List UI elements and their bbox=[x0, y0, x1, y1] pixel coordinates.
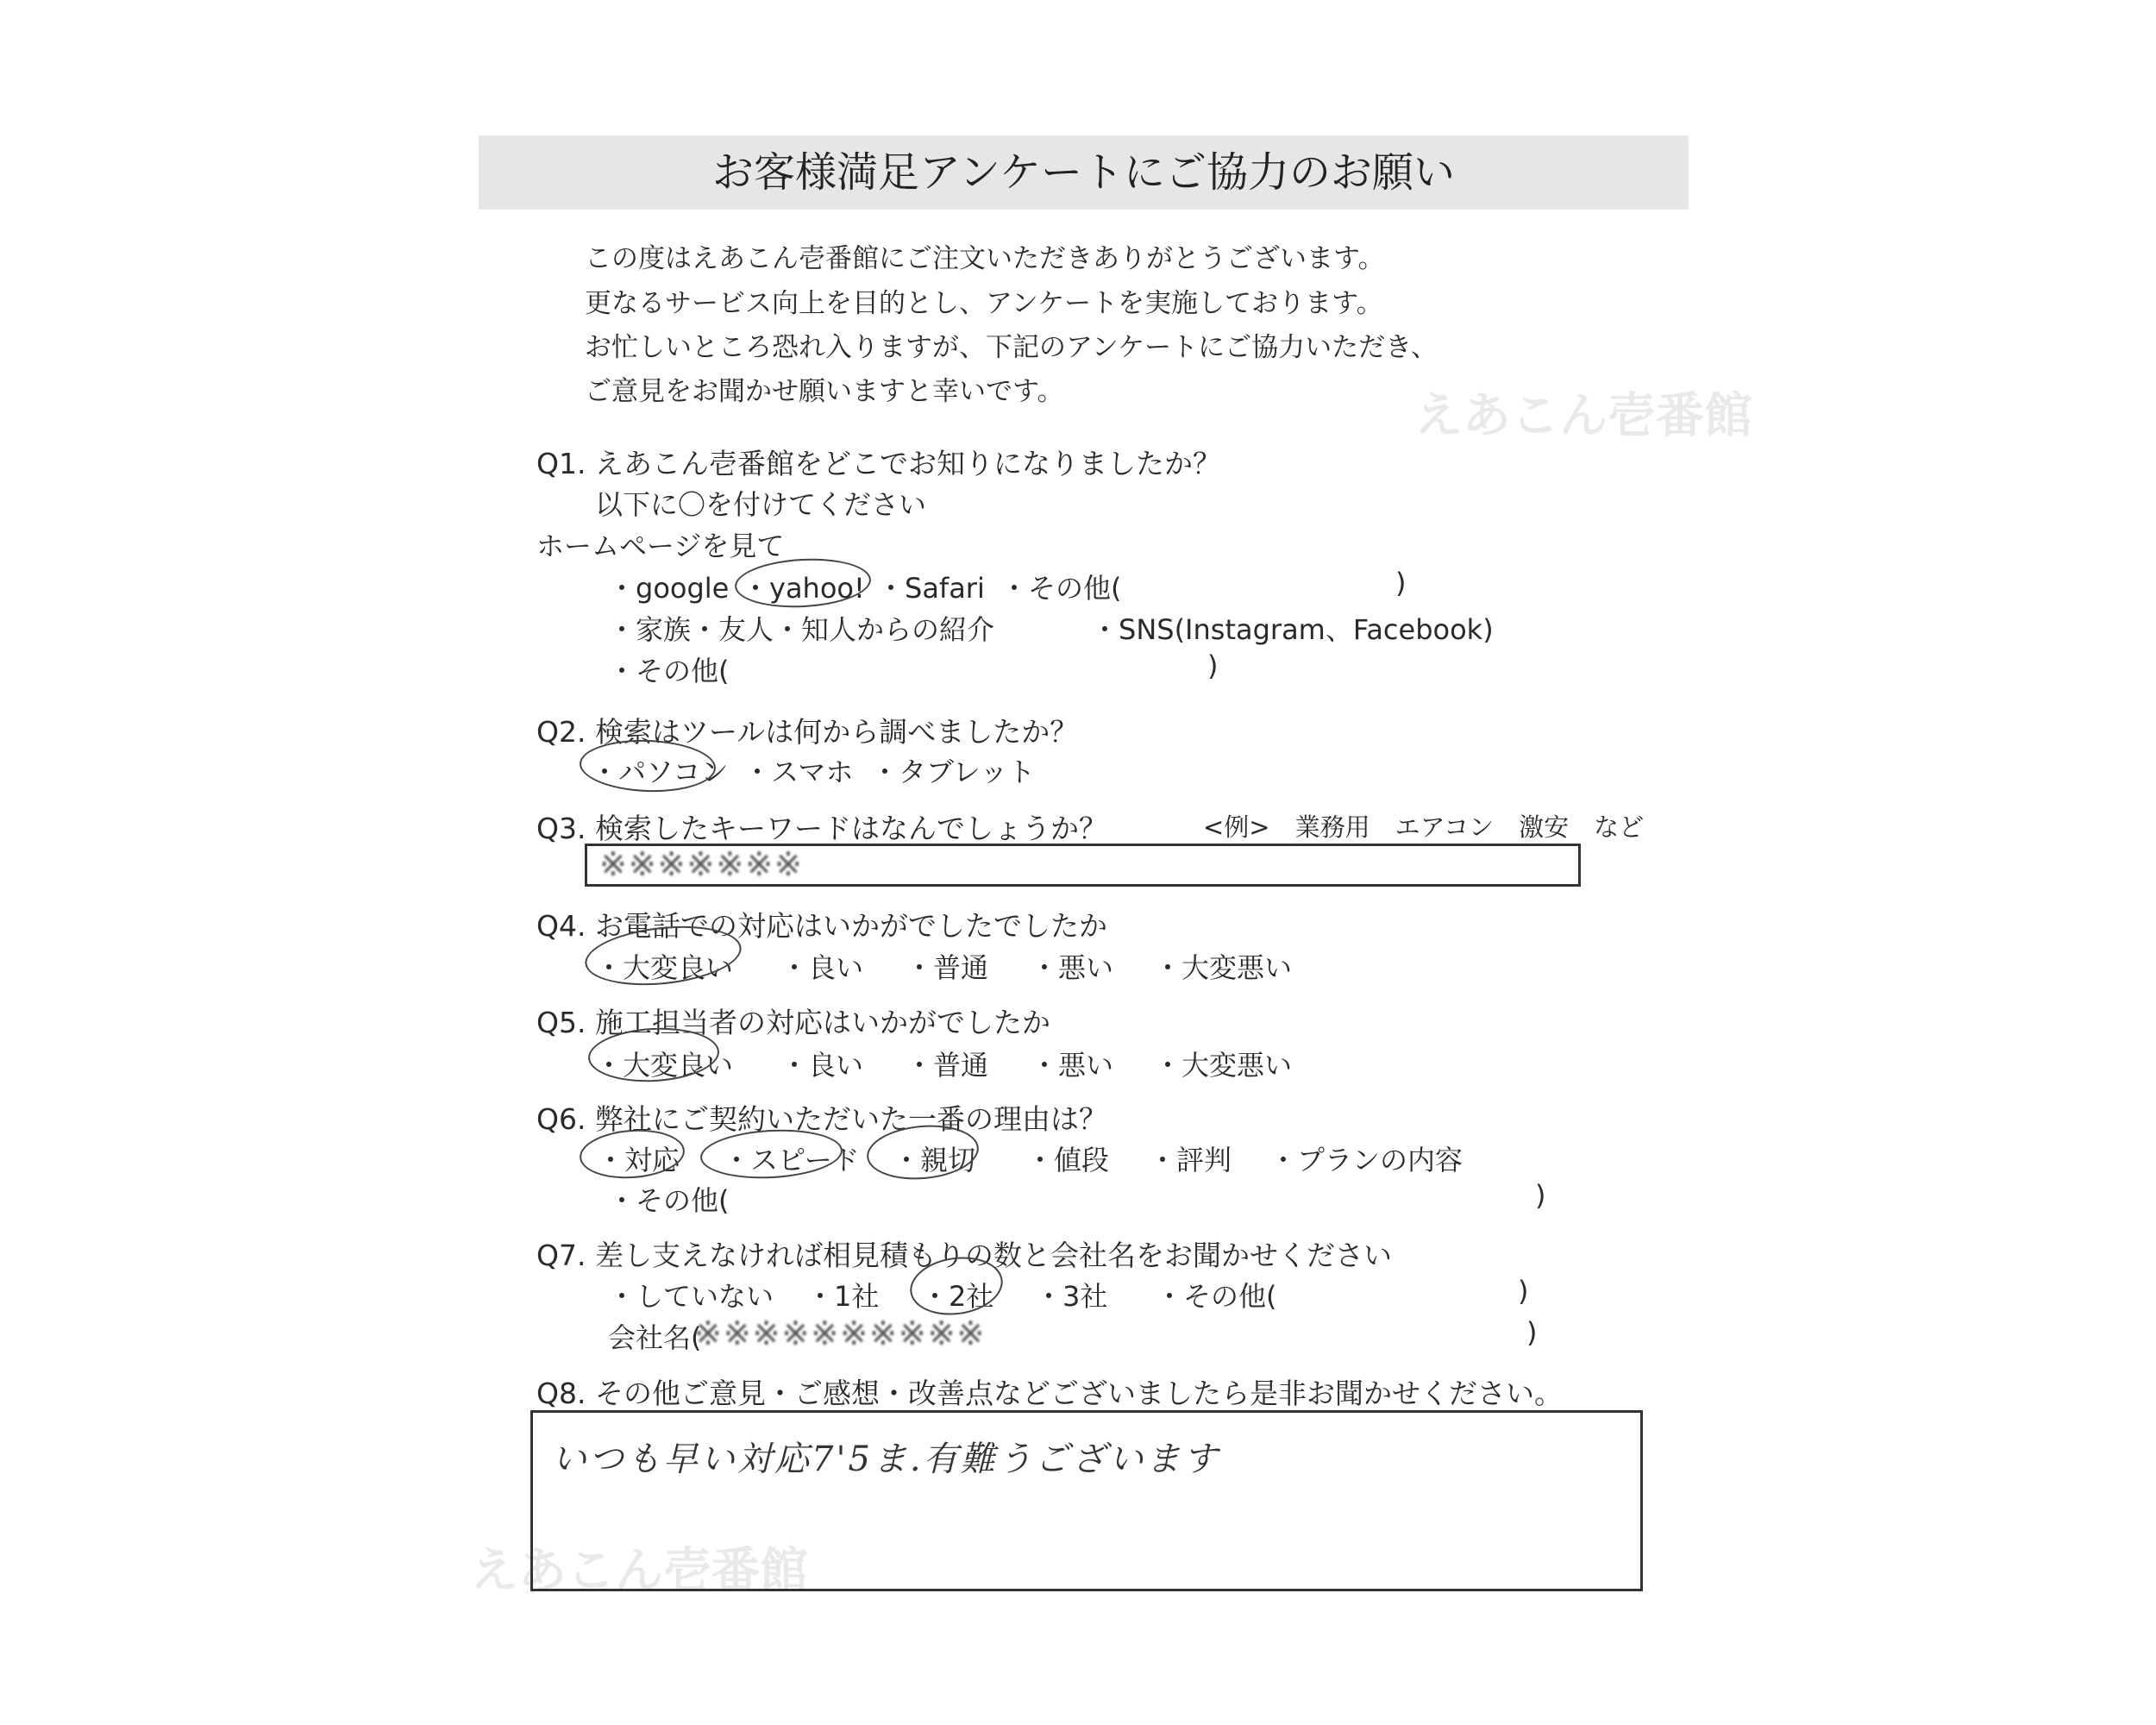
q5-option-normal[interactable]: ・普通 bbox=[906, 1049, 989, 1082]
q7-company-label: 会社名( bbox=[608, 1321, 702, 1354]
q1-group: ホームページを見て bbox=[536, 530, 785, 562]
watermark-top: えあこん壱番館 bbox=[1414, 388, 1752, 444]
q2-label: Q2. 検索はツールは何から調べましたか？ bbox=[536, 715, 1079, 749]
q7-other-close: ) bbox=[1518, 1275, 1529, 1308]
q1-option-other[interactable]: ・その他( bbox=[1000, 572, 1122, 605]
q6-option-reputation[interactable]: ・評判 bbox=[1149, 1144, 1232, 1176]
q1-option-google[interactable]: ・google bbox=[608, 572, 730, 605]
q1-label: Q1. えあこん壱番館をどこでお知りになりましたか？ bbox=[536, 447, 1221, 480]
q4-option-bad[interactable]: ・悪い bbox=[1031, 951, 1114, 984]
q4-option-normal[interactable]: ・普通 bbox=[906, 951, 989, 984]
q5-option-good[interactable]: ・良い bbox=[780, 1049, 864, 1082]
watermark-bottom: えあこん壱番館 bbox=[470, 1543, 808, 1599]
q7-option-3[interactable]: ・3社 bbox=[1035, 1280, 1108, 1313]
q2-option-tablet[interactable]: ・タブレット bbox=[871, 756, 1036, 788]
q5-label: Q5. 施工担当者の対応はいかがでしたか bbox=[536, 1006, 1050, 1039]
intro-line-1: この度はえあこん壱番館にご注文いただきありがとうございます。 bbox=[585, 243, 1385, 274]
q1-option-other-2[interactable]: ・その他( bbox=[608, 655, 730, 687]
q4-option-good[interactable]: ・良い bbox=[780, 951, 864, 984]
q6-option-response[interactable]: ・対応 bbox=[597, 1144, 680, 1176]
q1-option-referral[interactable]: ・家族・友人・知人からの紹介 bbox=[608, 613, 995, 646]
intro-line-2: 更なるサービス向上を目的とし、アンケートを実施しております。 bbox=[585, 288, 1383, 319]
q6-option-other[interactable]: ・その他( bbox=[608, 1184, 730, 1217]
q4-label: Q4. お電話での対応はいかがでしたでしたか bbox=[536, 909, 1107, 943]
q3-label: Q3. 検索したキーワードはなんでしょうか？ bbox=[536, 812, 1107, 845]
q1-other-close: ) bbox=[1395, 567, 1407, 599]
q7-company-close: ) bbox=[1526, 1316, 1538, 1349]
q3-example: <例> 業務用 エアコン 激安 など bbox=[1203, 812, 1645, 842]
q5-option-very-bad[interactable]: ・大変悪い bbox=[1154, 1049, 1293, 1082]
q6-other-close: ) bbox=[1535, 1179, 1546, 1212]
page-title: お客様満足アンケートにご協力のお願い bbox=[711, 148, 1456, 197]
intro-line-4: ご意見をお聞かせ願いますと幸いです。 bbox=[585, 376, 1064, 407]
q1-option-sns[interactable]: ・SNS(Instagram、Facebook) bbox=[1091, 613, 1494, 646]
q7-option-other[interactable]: ・その他( bbox=[1156, 1280, 1277, 1313]
q8-handwritten-answer: いつも早い対応7'5ま.有難うございます bbox=[552, 1440, 1220, 1479]
q1-note: 以下に〇を付けてください bbox=[595, 488, 927, 521]
q3-answer-redacted: ※※※※※※※ bbox=[599, 845, 804, 883]
q2-option-pc[interactable]: ・パソコン bbox=[591, 756, 729, 788]
q7-label: Q7. 差し支えなければ相見積もりの数と会社名をお聞かせください bbox=[536, 1239, 1392, 1272]
q2-option-smartphone[interactable]: ・スマホ bbox=[743, 756, 854, 788]
q7-option-1[interactable]: ・1社 bbox=[806, 1280, 880, 1313]
q7-company-redacted: ※※※※※※※※※※ bbox=[694, 1314, 987, 1352]
q7-option-2[interactable]: ・2社 bbox=[921, 1280, 994, 1313]
q5-option-very-good[interactable]: ・大変良い bbox=[595, 1049, 734, 1082]
q7-option-none[interactable]: ・していない bbox=[608, 1280, 774, 1313]
q4-option-very-bad[interactable]: ・大変悪い bbox=[1154, 951, 1293, 984]
q1-option-safari[interactable]: ・Safari bbox=[877, 572, 985, 605]
q6-option-plan[interactable]: ・プランの内容 bbox=[1269, 1144, 1463, 1176]
q8-label: Q8. その他ご意見・ご感想・改善点などございましたら是非お聞かせください。 bbox=[536, 1377, 1563, 1410]
q6-option-kindness[interactable]: ・親切 bbox=[893, 1144, 976, 1176]
q6-label: Q6. 弊社にご契約いただいた一番の理由は？ bbox=[536, 1102, 1107, 1136]
q6-option-speed[interactable]: ・スピード bbox=[723, 1144, 860, 1176]
q1-other-2-close: ) bbox=[1207, 649, 1219, 682]
q1-option-yahoo[interactable]: ・yahoo! bbox=[742, 572, 865, 605]
q6-option-price[interactable]: ・値段 bbox=[1026, 1144, 1110, 1176]
q5-option-bad[interactable]: ・悪い bbox=[1031, 1049, 1114, 1082]
intro-line-3: お忙しいところ恐れ入りますが、下記のアンケートにご協力いただき、 bbox=[585, 332, 1438, 363]
q4-option-very-good[interactable]: ・大変良い bbox=[595, 951, 734, 984]
